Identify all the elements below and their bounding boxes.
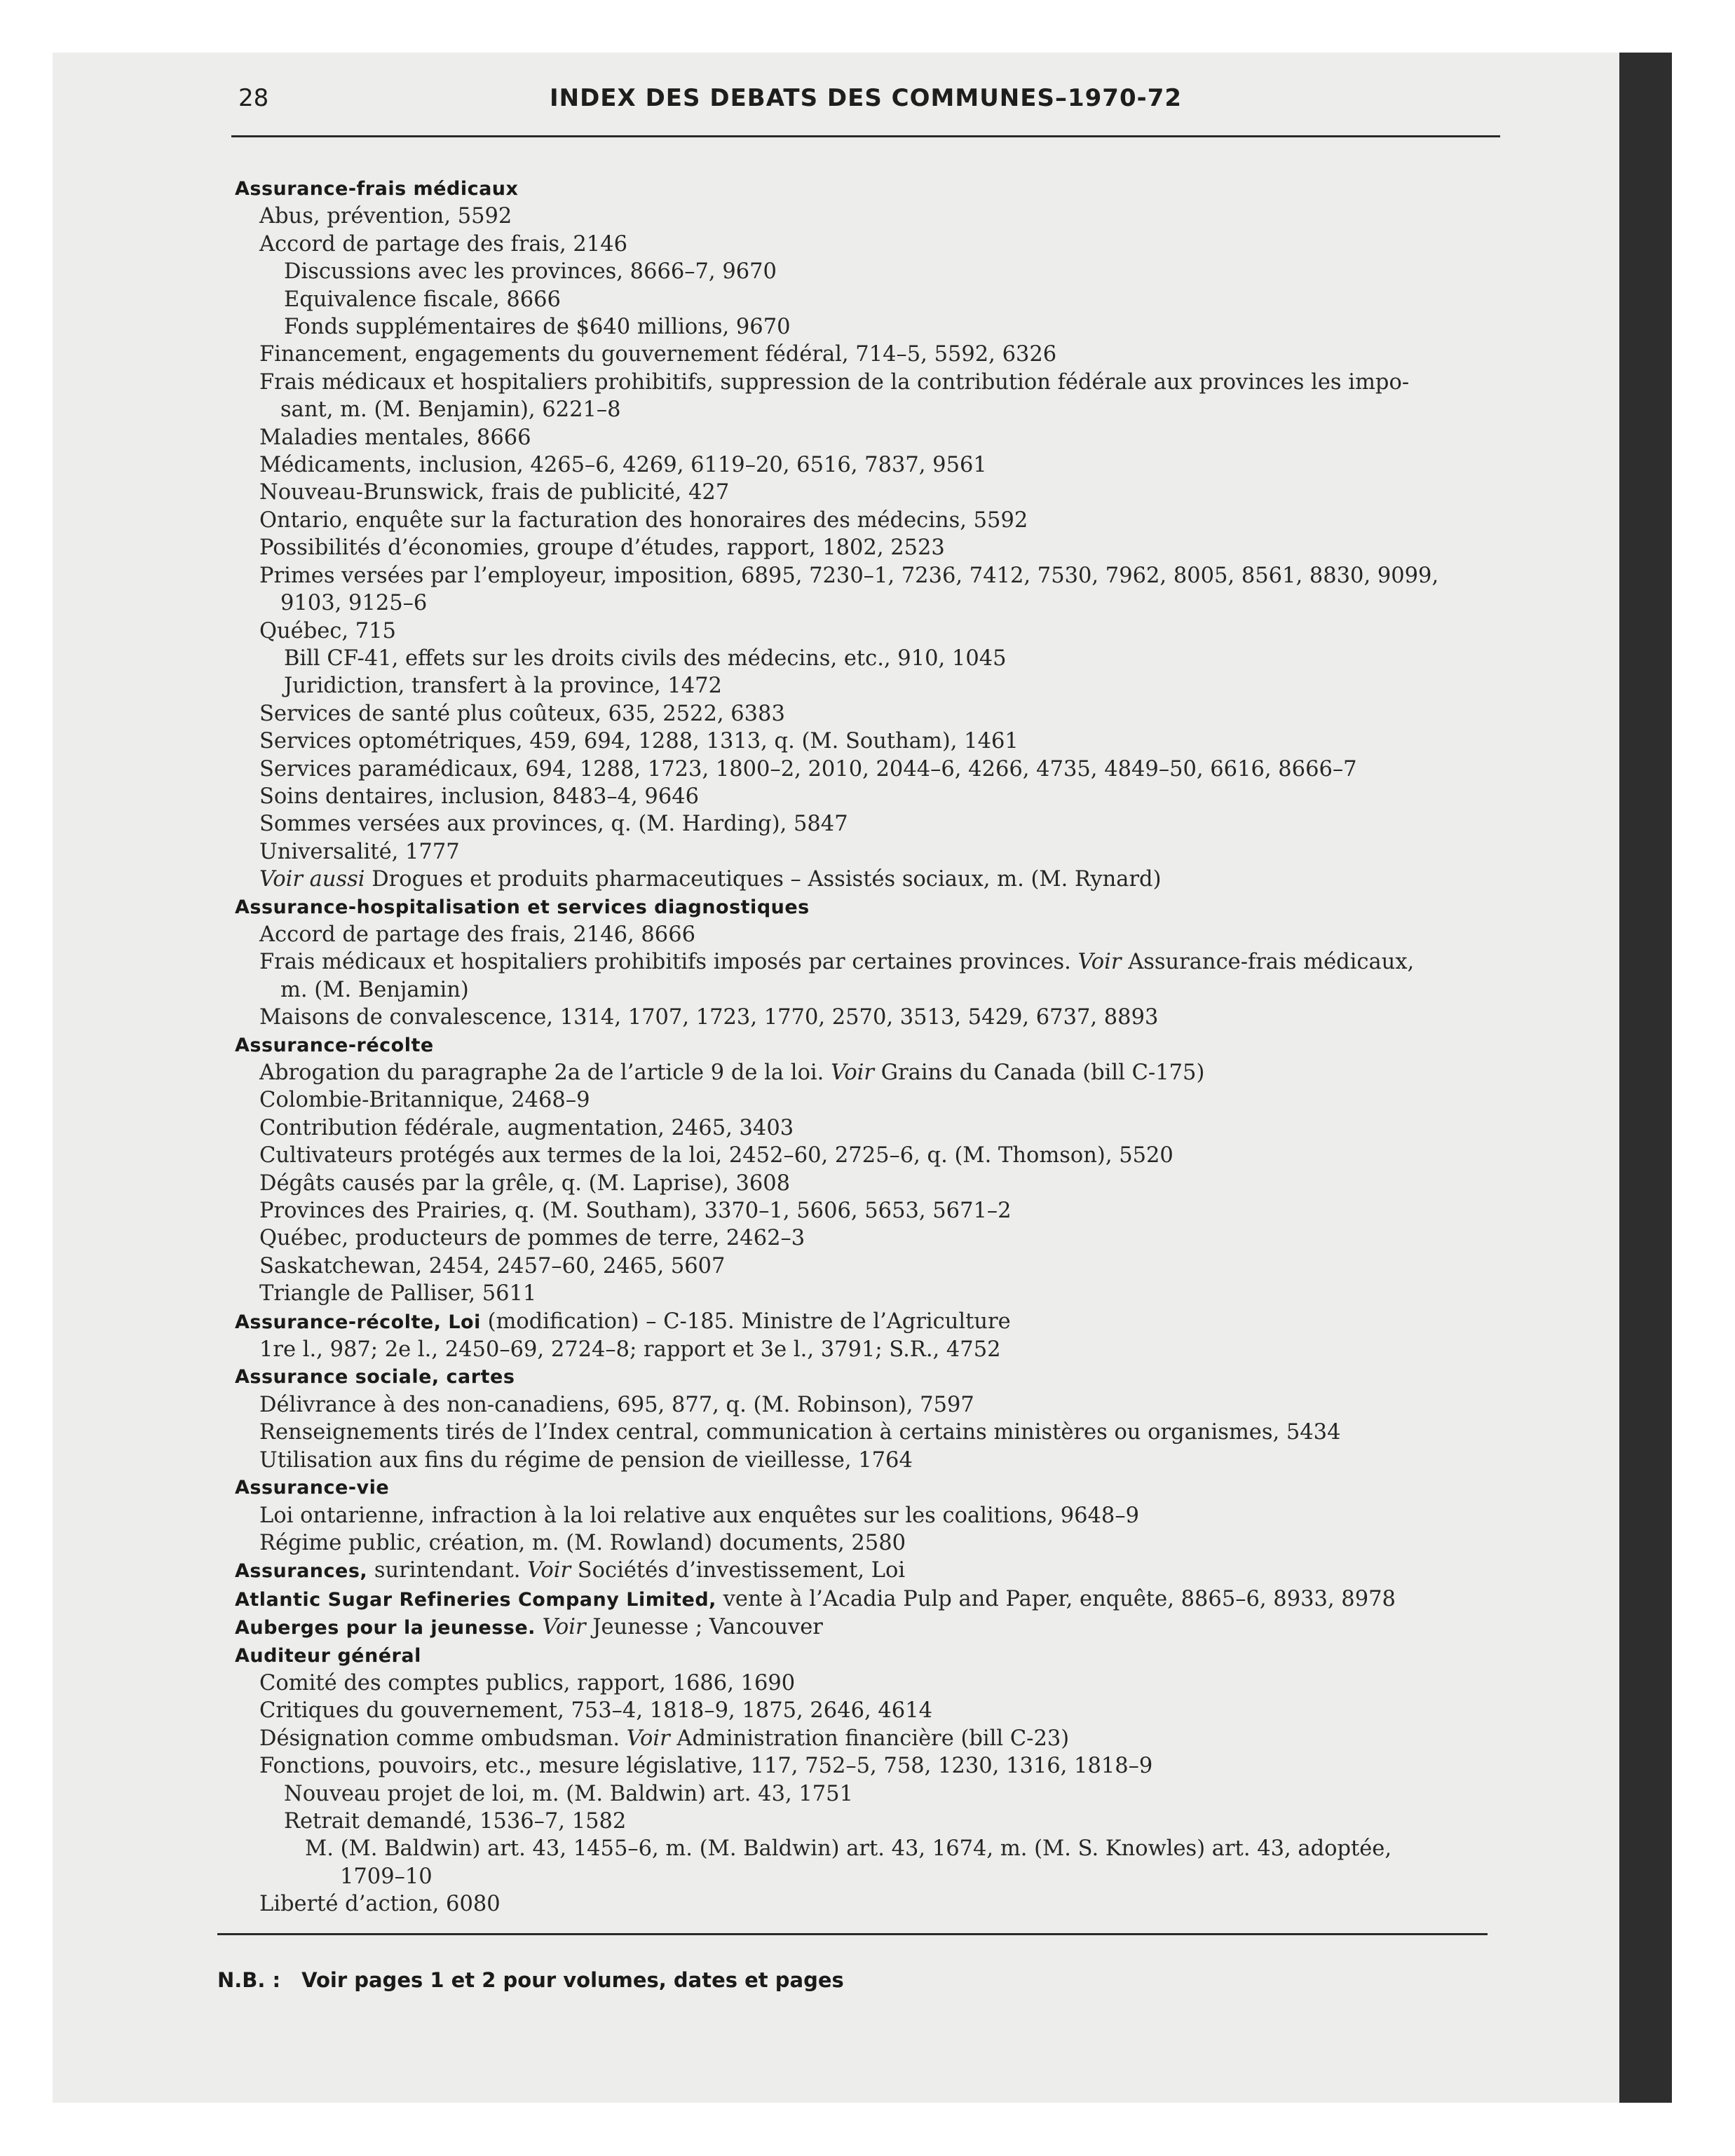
index-entry: Services de santé plus coûteux, 635, 2522, 6383 xyxy=(259,701,785,726)
index-heading: Assurance-récolte, Loi (modification) – C-185. Ministre de l’Agriculture xyxy=(235,1309,1011,1334)
cross-reference: Voir aussi Drogues et produits pharmaceutiques – Assistés sociaux, m. (M. Rynard) xyxy=(259,867,1162,892)
footer-rule xyxy=(217,1933,1488,1935)
index-entry: Désignation comme ombudsman. Voir Administration financière (bill C-23) xyxy=(259,1726,1070,1751)
index-heading: Assurance-frais médicaux xyxy=(235,178,519,200)
index-entry: Services paramédicaux, 694, 1288, 1723, 1800–2, 2010, 2044–6, 4266, 4735, 4849–50, 6616, 8666–7 xyxy=(259,756,1357,782)
index-heading: Assurance sociale, cartes xyxy=(235,1366,515,1389)
running-title: INDEX DES DEBATS DES COMMUNES–1970-72 xyxy=(549,84,1183,112)
index-entry: Soins dentaires, inclusion, 8483–4, 9646 xyxy=(259,784,700,809)
index-subentry: Retrait demandé, 1536–7, 1582 xyxy=(284,1808,627,1834)
index-entry: 1re l., 987; 2e l., 2450–69, 2724–8; rapport et 3e l., 3791; S.R., 4752 xyxy=(259,1337,1001,1363)
index-entry: Provinces des Prairies, q. (M. Southam), 3370–1, 5606, 5653, 5671–2 xyxy=(259,1199,1012,1224)
index-entry-continuation: sant, m. (M. Benjamin), 6221–8 xyxy=(280,397,621,423)
index-entry: Financement, engagements du gouvernement fédéral, 714–5, 5592, 6326 xyxy=(259,342,1057,367)
index-entry: Liberté d’action, 6080 xyxy=(259,1892,501,1917)
index-heading: Auberges pour la jeunesse. Voir Jeunesse ; Vancouver xyxy=(235,1615,823,1640)
index-entry-continuation: 1709–10 xyxy=(340,1864,433,1889)
index-entry: Frais médicaux et hospitaliers prohibitifs imposés par certaines provinces. Voir Assurance-frais médicaux, xyxy=(259,950,1415,975)
index-heading: Assurance-récolte xyxy=(235,1034,434,1056)
index-subentry: Equivalence fiscale, 8666 xyxy=(284,287,561,312)
index-entry: Frais médicaux et hospitaliers prohibitifs, suppression de la contribution fédérale aux provinces les impo- xyxy=(259,369,1410,395)
index-heading: Assurances, surintendant. Voir Sociétés d’investissement, Loi xyxy=(235,1558,906,1583)
footnote xyxy=(217,1968,844,1992)
index-entry-continuation: m. (M. Benjamin) xyxy=(280,977,469,1002)
index-entry: Médicaments, inclusion, 4265–6, 4269, 6119–20, 6516, 7837, 9561 xyxy=(259,453,987,478)
index-entry: Sommes versées aux provinces, q. (M. Harding), 5847 xyxy=(259,812,848,837)
index-entry: Québec, producteurs de pommes de terre, 2462–3 xyxy=(259,1226,805,1251)
index-entry: Primes versées par l’employeur, imposition, 6895, 7230–1, 7236, 7412, 7530, 7962, 8005, 8561, 8830, 9099, xyxy=(259,563,1439,588)
index-subentry: Discussions avec les provinces, 8666–7, 9670 xyxy=(284,259,777,285)
index-entry: Maisons de convalescence, 1314, 1707, 1723, 1770, 2570, 3513, 5429, 6737, 8893 xyxy=(259,1005,1159,1030)
index-entry: Abrogation du paragraphe 2a de l’article 9 de la loi. Voir Grains du Canada (bill C-175) xyxy=(259,1060,1205,1085)
index-entry: Triangle de Palliser, 5611 xyxy=(259,1281,537,1306)
index-entry: Accord de partage des frais, 2146, 8666 xyxy=(259,922,696,947)
index-heading: Auditeur général xyxy=(235,1644,421,1667)
index-entry: Critiques du gouvernement, 753–4, 1818–9, 1875, 2646, 4614 xyxy=(259,1698,933,1724)
index-entry: Utilisation aux fins du régime de pension de vieillesse, 1764 xyxy=(259,1447,913,1473)
index-entry: Fonctions, pouvoirs, etc., mesure législative, 117, 752–5, 758, 1230, 1316, 1818–9 xyxy=(259,1754,1153,1779)
index-heading: Atlantic Sugar Refineries Company Limited, vente à l’Acadia Pulp and Paper, enquête, 8865–6, 8933, 8978 xyxy=(235,1586,1396,1611)
index-heading: Assurance-vie xyxy=(235,1477,390,1499)
page-number: 28 xyxy=(238,84,269,112)
index-entry: Délivrance à des non-canadiens, 695, 877, q. (M. Robinson), 7597 xyxy=(259,1392,974,1417)
index-entry: Abus, prévention, 5592 xyxy=(259,204,512,229)
index-subentry: Bill CF-41, effets sur les droits civils des médecins, etc., 910, 1045 xyxy=(284,646,1007,671)
index-body xyxy=(235,175,1507,1918)
index-entry: Maladies mentales, 8666 xyxy=(259,425,531,450)
header-rule xyxy=(231,135,1500,137)
binding-edge xyxy=(1619,53,1672,2103)
index-entry: Régime public, création, m. (M. Rowland) documents, 2580 xyxy=(259,1530,906,1555)
index-entry: Cultivateurs protégés aux termes de la loi, 2452–60, 2725–6, q. (M. Thomson), 5520 xyxy=(259,1143,1173,1168)
index-entry: Universalité, 1777 xyxy=(259,839,460,864)
footnote-label: N.B. : xyxy=(217,1968,281,1992)
index-heading: Assurance-hospitalisation et services diagnostiques xyxy=(235,896,810,918)
index-entry: Contribution fédérale, augmentation, 2465, 3403 xyxy=(259,1115,794,1140)
index-subsubentry: M. (M. Baldwin) art. 43, 1455–6, m. (M. Baldwin) art. 43, 1674, m. (M. S. Knowles) art. 43, adoptée, xyxy=(305,1836,1392,1862)
index-entry: Colombie-Britannique, 2468–9 xyxy=(259,1088,590,1113)
index-entry: Renseignements tirés de l’Index central, communication à certains ministères ou organismes, 5434 xyxy=(259,1420,1341,1445)
footnote-text: Voir pages 1 et 2 pour volumes, dates et pages xyxy=(301,1968,844,1992)
index-entry: Saskatchewan, 2454, 2457–60, 2465, 5607 xyxy=(259,1253,726,1278)
index-entry: Dégâts causés par la grêle, q. (M. Laprise), 3608 xyxy=(259,1171,791,1196)
index-subentry: Juridiction, transfert à la province, 1472 xyxy=(284,674,722,699)
index-entry: Loi ontarienne, infraction à la loi relative aux enquêtes sur les coalitions, 9648–9 xyxy=(259,1503,1139,1528)
index-entry: Québec, 715 xyxy=(259,618,396,643)
index-entry-continuation: 9103, 9125–6 xyxy=(280,591,428,616)
index-subentry: Fonds supplémentaires de $640 millions, 9670 xyxy=(284,315,791,340)
page-header xyxy=(231,84,1500,126)
index-entry: Nouveau-Brunswick, frais de publicité, 427 xyxy=(259,480,730,505)
index-entry: Possibilités d’économies, groupe d’études, rapport, 1802, 2523 xyxy=(259,535,945,561)
index-entry: Ontario, enquête sur la facturation des honoraires des médecins, 5592 xyxy=(259,507,1028,533)
index-entry: Accord de partage des frais, 2146 xyxy=(259,231,628,257)
index-entry: Services optométriques, 459, 694, 1288, 1313, q. (M. Southam), 1461 xyxy=(259,729,1019,754)
index-entry: Comité des comptes publics, rapport, 1686, 1690 xyxy=(259,1670,796,1696)
index-subentry: Nouveau projet de loi, m. (M. Baldwin) art. 43, 1751 xyxy=(284,1781,853,1806)
